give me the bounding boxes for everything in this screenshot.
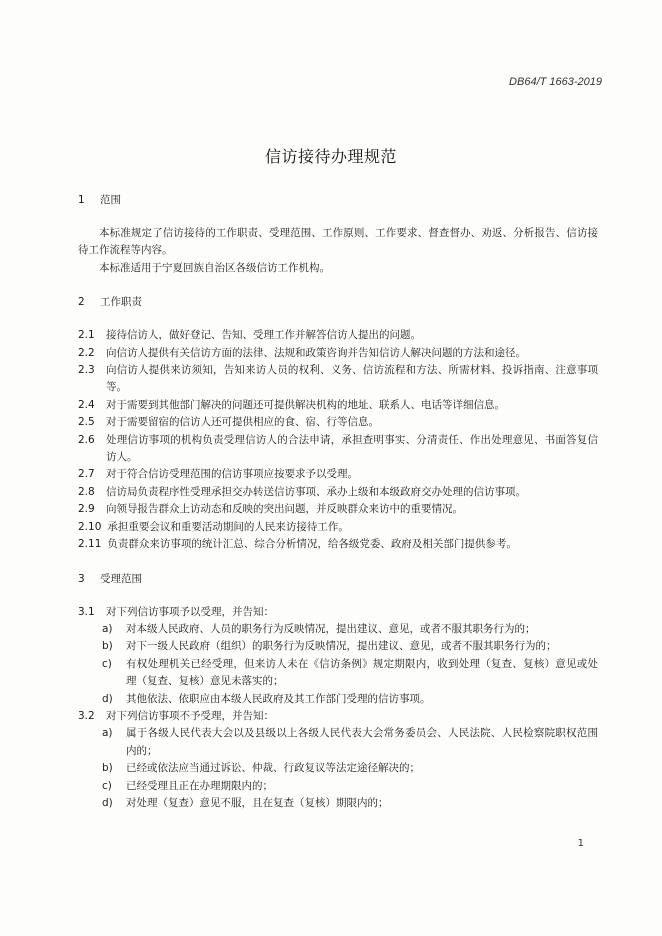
section-number: 3: [78, 572, 85, 585]
sub-item: [78, 656, 598, 691]
clause-text: 承担重要会议和重要活动期间的人民来访接待工作。: [107, 520, 349, 533]
sub-item-label: d): [102, 692, 113, 705]
section-title: 范围: [100, 194, 121, 206]
clause-item: [78, 466, 598, 483]
section-title: 工作职责: [100, 296, 142, 309]
clause-number: 2.2: [78, 346, 95, 359]
clause-item: [78, 519, 598, 536]
sub-item-text: 有权处理机关已经受理，但来访人未在《信访条例》规定期限内，收到处理（复查、复核）意见或处理（复查、复核）意见未落实的；: [126, 657, 598, 688]
clause-number: 2.3: [78, 364, 95, 377]
clause-number: 2.11: [78, 538, 102, 551]
clause-text: 向信访人提供有关信访方面的法律、法规和政策咨询并告知信访人解决问题的方法和途径。: [106, 346, 526, 359]
sub-item: [78, 725, 598, 760]
clause-item: [78, 362, 598, 397]
section-heading-scope: [78, 192, 598, 209]
clause-text: 向信访人提供来访须知，告知来访人员的权利、义务、信访流程和方法、所需材料、投诉指南、注意事项等。: [106, 364, 598, 394]
clause-text: 负责群众来访事项的统计汇总、综合分析情况，给各级党委、政府及相关部门提供参考。: [107, 538, 517, 551]
clause-text: 对下列信访事项予以受理，并告知：: [106, 605, 274, 618]
sub-item-label: a): [102, 727, 113, 740]
sub-item: [78, 621, 598, 638]
sub-item-label: b): [102, 640, 113, 653]
clause-text: 对下列信访事项不予受理，并告知：: [106, 709, 274, 722]
sub-item: [78, 778, 598, 795]
sub-item-label: b): [102, 762, 113, 775]
standard-number: DB64/T 1663-2019: [509, 76, 602, 88]
section-number: 2: [78, 296, 85, 309]
clause-number: 2.5: [78, 416, 95, 429]
clause-item: [78, 432, 598, 467]
sub-item-text: 属于各级人民代表大会以及县级以上各级人民代表大会常务委员会、人民法院、人民检察院职权范围内的；: [126, 727, 598, 757]
sub-item-text: 已经受理且正在办理期限内的；: [126, 779, 273, 792]
paragraph: 本标准规定了信访接待的工作职责、受理范围、工作原则、工作要求、督查督办、劝返、分析报告、信访接待工作流程等内容。: [78, 227, 598, 257]
clause-item: [78, 345, 598, 362]
clause-number: 2.9: [78, 503, 95, 516]
clause-item: [78, 397, 598, 414]
sub-item-label: c): [102, 779, 112, 792]
clause-number: 2.8: [78, 485, 95, 498]
clause-number: 3.1: [78, 605, 95, 618]
clause-number: 2.4: [78, 398, 95, 411]
clause-text: 处理信访事项的机构负责受理信访人的合法申请，承担查明事实、分清责任、作出处理意见、书面答复信访人。: [106, 433, 598, 464]
section-heading-acceptance-scope: [78, 571, 598, 588]
clause-text: 接待信访人，做好登记、告知、受理工作并解答信访人提出的问题。: [106, 329, 421, 342]
sub-item: [78, 795, 598, 812]
sub-item-label: a): [102, 622, 113, 635]
clause-number: 2.6: [78, 433, 95, 446]
clause-text: 向领导报告群众上访动态和反映的突出问题，并反映群众来访中的重要情况。: [106, 503, 463, 516]
sub-item-label: c): [102, 657, 112, 670]
clause-number: 2.10: [78, 520, 102, 533]
clause-number: 2.7: [78, 468, 95, 481]
sub-item-text: 其他依法、依职应由本级人民政府及其工作部门受理的信访事项。: [126, 692, 431, 705]
section-heading-duties: [78, 294, 598, 311]
clause-text: 对于符合信访受理范围的信访事项应按要求予以受理。: [106, 468, 358, 481]
clause-text: 对于需要到其他部门解决的问题还可提供解决机构的地址、联系人、电话等详细信息。: [106, 398, 505, 411]
clause-item: [78, 536, 598, 553]
clause-item: [78, 604, 598, 621]
clause-item: [78, 501, 598, 518]
clause-text: 信访局负责程序性受理承担交办转送信访事项、承办上级和本级政府交办处理的信访事项。: [106, 485, 526, 498]
sub-item: [78, 760, 598, 777]
sub-item-label: d): [102, 796, 113, 809]
clause-item: [78, 708, 598, 725]
section-title: 受理范围: [100, 572, 142, 585]
sub-item: [78, 638, 598, 655]
sub-item: [78, 691, 598, 708]
document-title: 信访接待办理规范: [264, 147, 397, 166]
clause-item: [78, 484, 598, 501]
sub-item-text: 已经或依法应当通过诉讼、仲裁、行政复议等法定途径解决的；: [126, 762, 420, 775]
section-number: 1: [78, 194, 85, 206]
clause-number: 2.1: [78, 329, 95, 342]
sub-item-text: 对处理（复查）意见不服，且在复查（复核）期限内的；: [126, 796, 389, 809]
clause-text: 对于需要留宿的信访人还可提供相应的食、宿、行等信息。: [106, 416, 379, 429]
document-body: [78, 192, 598, 812]
clause-item: [78, 327, 598, 344]
clause-number: 3.2: [78, 709, 95, 722]
sub-item-text: 对本级人民政府、人员的职务行为反映情况，提出建议、意见，或者不服其职务行为的；: [126, 622, 536, 635]
clause-item: [78, 414, 598, 431]
sub-item-text: 对下一级人民政府（组织）的职务行为反映情况，提出建议、意见，或者不服其职务行为的；: [126, 640, 557, 653]
paragraph: 本标准适用于宁夏回族自治区各级信访工作机构。: [99, 261, 330, 274]
page-number: 1: [577, 838, 584, 849]
